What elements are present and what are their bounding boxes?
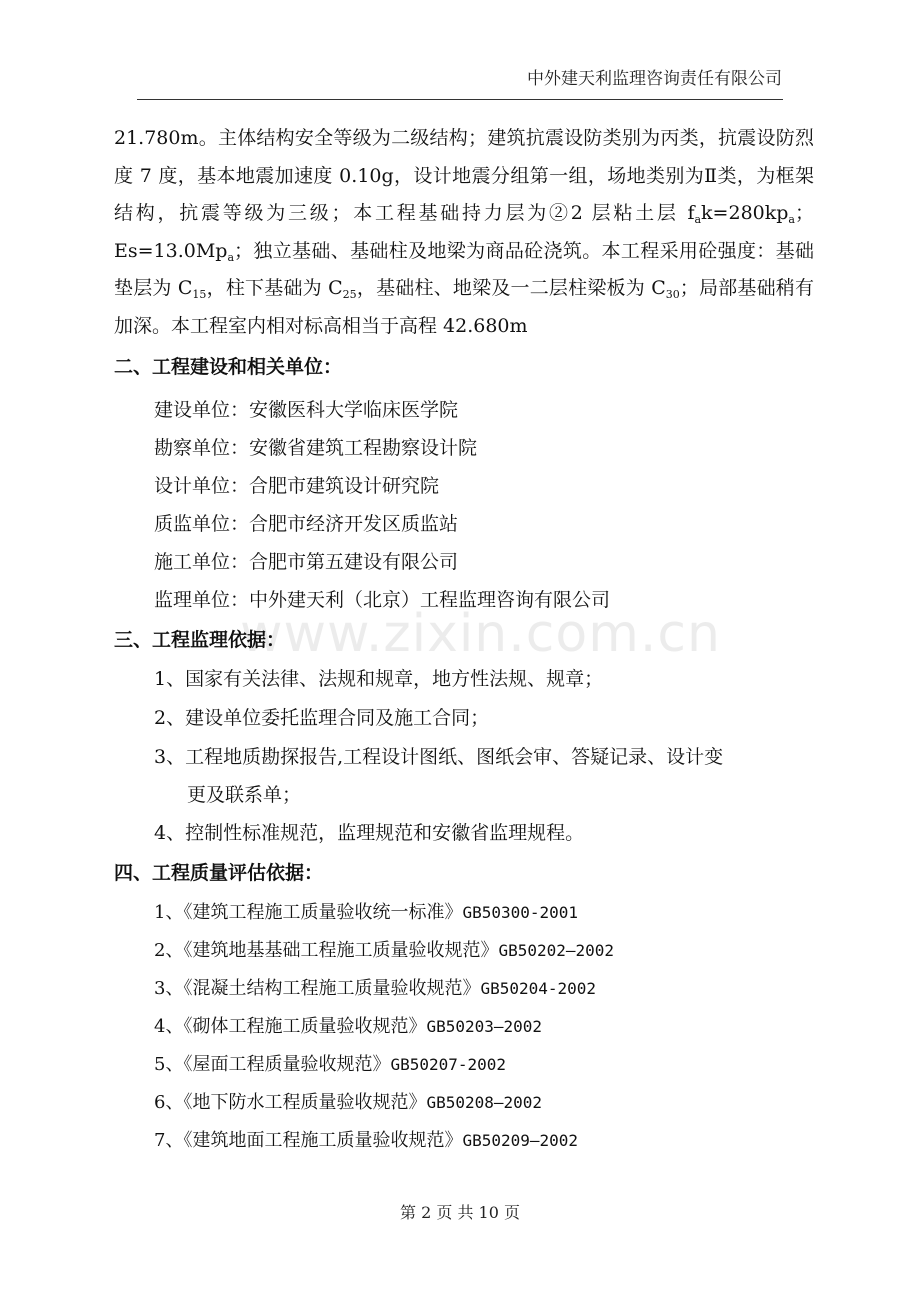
- intro-text-1: 21.780m。主体结构安全等级为二级结构；建筑抗震设防类别为丙类，抗震设防烈度 7 度，基本地震加速度 0.10g，设计地震分组第一组，场地类别为Ⅱ类，为框架结构，抗震等级为三级；本工程基础持力层为②2 层粘土层 f: [114, 127, 814, 224]
- page-number: 第 2 页 共 10 页: [400, 1203, 520, 1222]
- standard-item: [154, 898, 578, 924]
- unit-design: 设计单位：合肥市建筑设计研究院: [154, 475, 440, 497]
- section-2-title: 二、工程建设和相关单位：: [114, 356, 343, 378]
- standard-item: [154, 1012, 542, 1038]
- standard-item: [154, 936, 614, 962]
- intro-text-7: ；局部基础稍有加深。本工程室内相对标高相当于高程 42.680m: [114, 277, 815, 337]
- intro-text-5: ，柱下基础为 C: [206, 277, 343, 299]
- standard-code: GB50202—2002: [498, 941, 615, 960]
- standard-item: [154, 1050, 506, 1076]
- basis-item-3-cont: 更及联系单；: [187, 784, 302, 806]
- page-header: 中外建天利监理咨询责任有限公司: [527, 69, 782, 89]
- standard-code: GB50209—2002: [462, 1131, 579, 1150]
- intro-text-2: k=280kp: [701, 202, 789, 224]
- standard-code: GB50300-2001: [462, 903, 579, 922]
- unit-quality: 质监单位：合肥市经济开发区质监站: [154, 513, 459, 535]
- mp-subscript: a: [227, 250, 235, 264]
- section-3-title: 三、工程监理依据：: [114, 629, 286, 651]
- c15-subscript: 15: [192, 288, 207, 301]
- basis-item-3: 3、工程地质勘探报告,工程设计图纸、图纸会审、答疑记录、设计变: [154, 746, 724, 768]
- standard-name: 6、《地下防水工程质量验收规范》: [154, 1092, 427, 1113]
- unit-survey: 勘察单位：安徽省建筑工程勘察设计院: [154, 437, 478, 459]
- standard-name: 1、《建筑工程施工质量验收统一标准》: [154, 902, 463, 923]
- standard-name: 5、《屋面工程质量验收规范》: [154, 1054, 391, 1075]
- standard-item: [154, 1088, 542, 1114]
- unit-construction: 建设单位：安徽医科大学临床医学院: [154, 399, 459, 421]
- standard-item: [154, 1126, 578, 1152]
- standard-code: GB50207-2002: [390, 1055, 507, 1074]
- basis-item-1: 1、国家有关法律、法规和规章，地方性法规、规章；: [154, 668, 604, 690]
- standard-name: 3、《混凝土结构工程施工质量验收规范》: [154, 978, 481, 999]
- basis-item-4: 4、控制性标准规范，监理规范和安徽省监理规程。: [154, 822, 585, 844]
- standard-name: 4、《砌体工程施工质量验收规范》: [154, 1016, 427, 1037]
- intro-text-4: ；独立基础、基础柱及地梁为商品砼浇筑。本工程采用砼强度：基础垫层为 C: [114, 239, 814, 299]
- basis-item-2: 2、建设单位委托监理合同及施工合同；: [154, 707, 490, 729]
- intro-paragraph: [114, 120, 814, 345]
- kp-subscript: a: [788, 213, 795, 226]
- standard-name: 7、《建筑地面工程施工质量验收规范》: [154, 1130, 463, 1151]
- unit-contractor: 施工单位：合肥市第五建设有限公司: [154, 551, 459, 573]
- unit-supervision: 监理单位：中外建天利（北京）工程监理咨询有限公司: [154, 589, 611, 611]
- standard-code: GB50203—2002: [426, 1017, 543, 1036]
- standard-code: GB50208—2002: [426, 1093, 543, 1112]
- section-4-title: 四、工程质量评估依据：: [114, 862, 324, 884]
- intro-text-3: ；Es=13.0Mp: [114, 202, 814, 262]
- c25-subscript: 25: [342, 288, 357, 301]
- standard-item: [154, 974, 596, 1000]
- fak-subscript: a: [694, 213, 702, 226]
- c30-subscript: 30: [665, 288, 680, 301]
- header-divider: [137, 99, 783, 100]
- standard-name: 2、《建筑地基基础工程施工质量验收规范》: [154, 940, 499, 961]
- standard-code: GB50204-2002: [480, 979, 597, 998]
- intro-text-6: ，基础柱、地梁及一二层柱梁板为 C: [356, 277, 666, 299]
- watermark: www.zixin.com.cn: [240, 604, 721, 664]
